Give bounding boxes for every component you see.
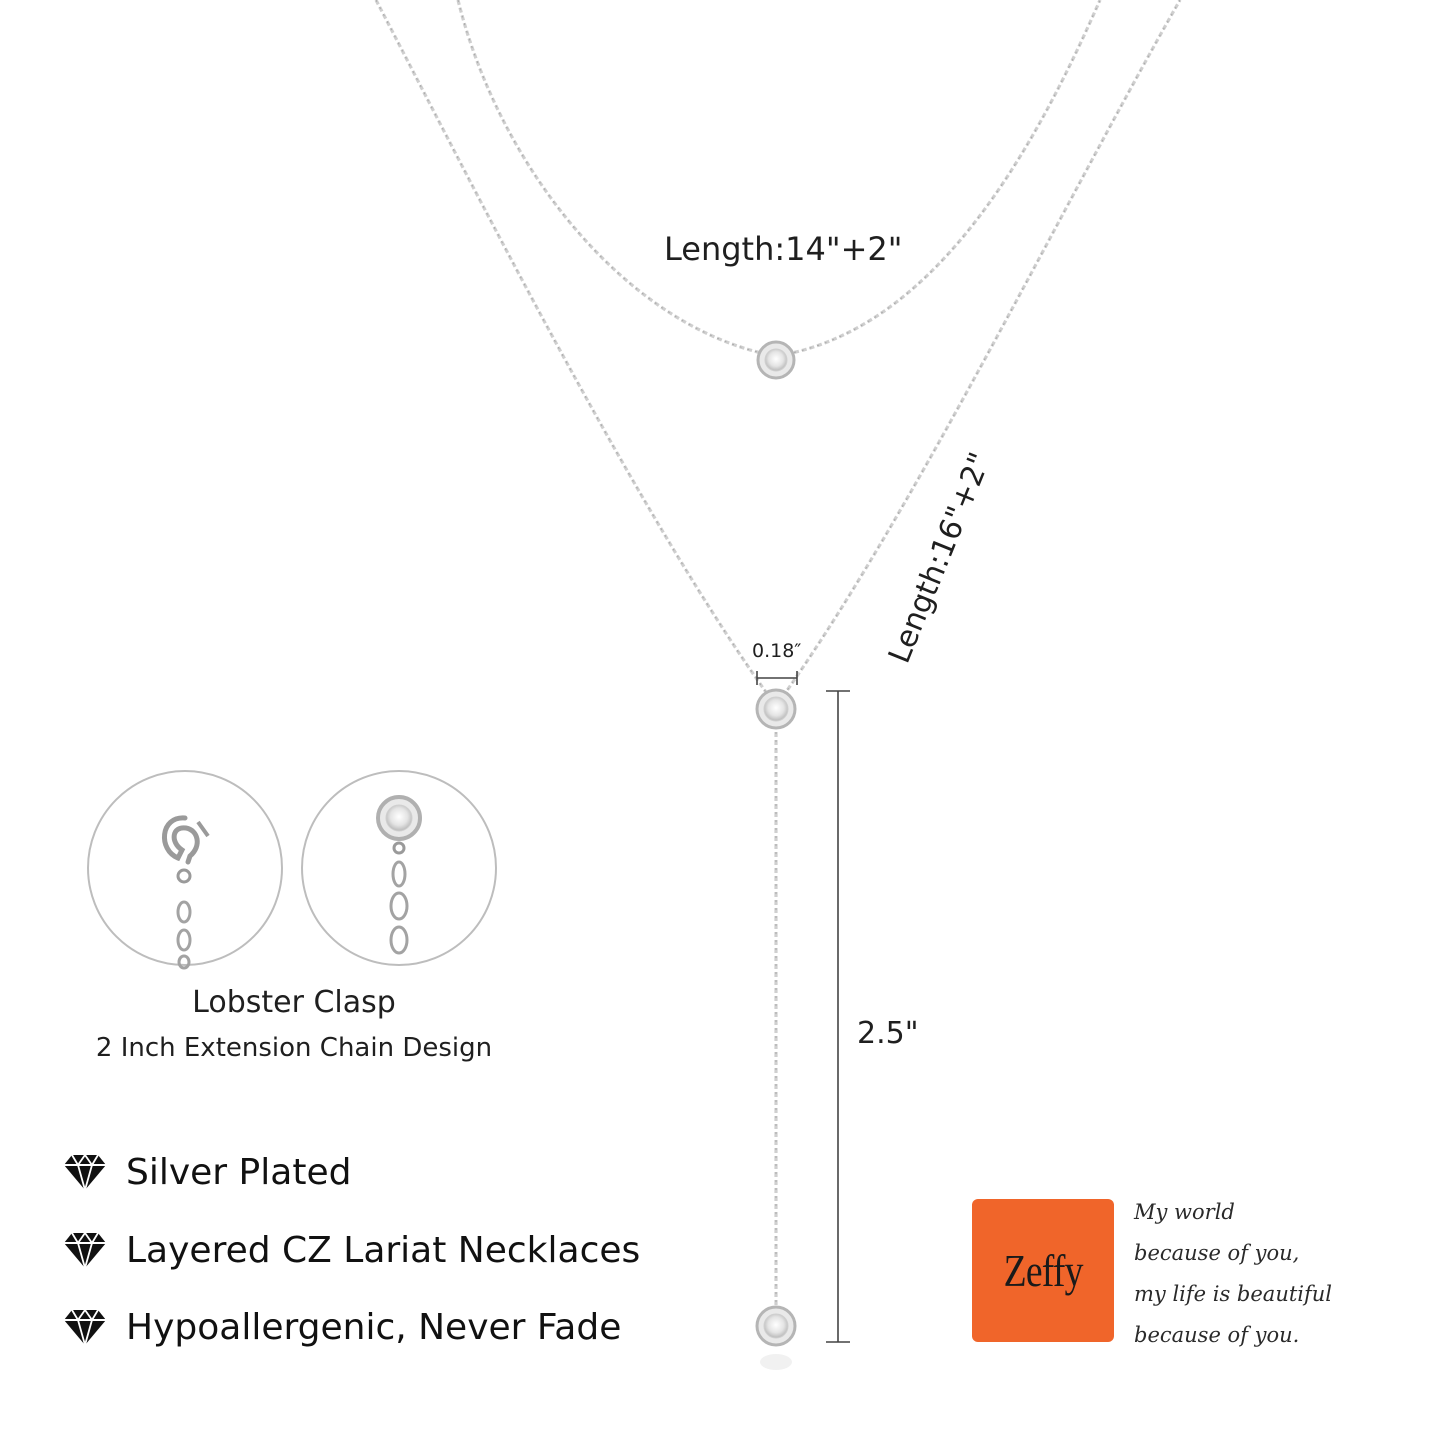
gem-center <box>757 690 795 728</box>
feature-label: Layered CZ Lariat Necklaces <box>126 1229 641 1271</box>
slogan-line: because of you, <box>1134 1241 1300 1265</box>
short-chain <box>458 0 1100 356</box>
drop-length-label: 2.5" <box>857 1016 919 1051</box>
gem-drop <box>757 1307 795 1370</box>
diamond-icon <box>62 1152 108 1192</box>
brand-logo <box>972 1199 1114 1342</box>
long-chain-length-label: Length:16"+2" <box>882 447 999 669</box>
lobster-clasp-detail <box>88 771 282 968</box>
feature-item <box>62 1148 351 1196</box>
drop-dimension-line <box>826 691 850 1342</box>
extension-chain-detail <box>302 771 496 965</box>
slogan-line: because of you. <box>1134 1323 1300 1347</box>
clasp-subtitle: 2 Inch Extension Chain Design <box>95 1033 493 1063</box>
clasp-title: Lobster Clasp <box>192 985 396 1020</box>
feature-item <box>62 1226 640 1274</box>
feature-label: Hypoallergenic, Never Fade <box>126 1306 622 1348</box>
short-chain-length-label: Length:14"+2" <box>664 230 903 268</box>
slogan-line: My world <box>1134 1200 1235 1224</box>
brand-name: Zeffy <box>1003 1245 1083 1296</box>
feature-label: Silver Plated <box>126 1151 352 1193</box>
pendant-width-marker <box>757 671 797 685</box>
diamond-icon <box>62 1230 108 1270</box>
feature-item <box>62 1303 621 1351</box>
gem-short-chain <box>758 342 794 378</box>
pendant-size-label: 0.18″ <box>752 640 802 662</box>
diamond-icon <box>62 1307 108 1347</box>
slogan-line: my life is beautiful <box>1134 1282 1333 1306</box>
brand-slogan <box>1134 1192 1332 1356</box>
